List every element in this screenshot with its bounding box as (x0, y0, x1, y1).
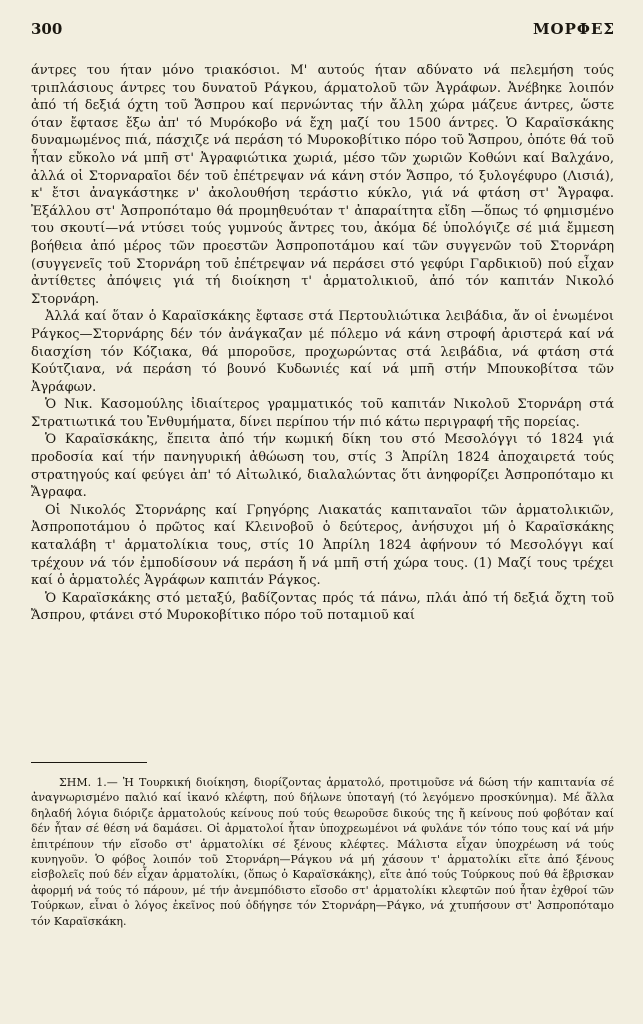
footnote-divider (31, 762, 147, 763)
paragraph: Οἱ Νικολός Στορνάρης καί Γρηγόρης Λιακατάς καπιταναῖοι τῶν ἁρματολικιῶν, Ἀσπροποτάμου ὁ πρῶτος καί Κλεινοβοῦ ὁ δεύτερος, ἀνήσυχοι μή ὁ Καραϊσκάκης καταλάβη τ' ἁρματολίκια τους, στίς 10 Ἀπρίλη 1824 ἀφήνουν τό Μεσολόγγι καί τρέχουν νά τόν ἐμποδίσουν νά περάση ἤ νά μπῆ στή χώρα τους. (1) Μαζί τους τρέχει καί ὁ ἁρματολές Ἀγράφων καπιτάν Ράγκος. (31, 502, 614, 589)
footnote: ΣΗΜ. 1.— Ἡ Τουρκική διοίκηση, διορίζοντας ἁρματολό, προτιμοῦσε νά δώση τήν καπιτανία σέ ἀναγνωρισμένο παλιό καί ἱκανό κλέφτη, πού δήλωνε ὑποταγή (τό λεγόμενο προσκύνημα). Μέ ἄλλα δηλαδή λόγια διόριζε ἁρματολούς κείνους πού τούς θεωροῦσε δικούς της ἤ κείνους πού φοβόταν καί δέν ἦταν σέ θέση νά δαμάσει. Οἱ ἁρματολοί ἦταν ὑποχρεωμένοι νά φυλάνε τόν τόπο τους καί νά μήν ἐπιτρέπουν τήν εἴσοδο στ' ἁρματολίκι σέ ξένους κλέφτες. Μάλιστα εἶχαν ὑποχρέωση νά τούς κυνηγοῦν. Ὁ φόβος λοιπόν τοῦ Στορνάρη—Ράγκου νά μή χάσουν τ' ἁρματολίκι εἴτε ἀπό ξένους εἰσβολεῖς πού δέν εἶχαν ἁρματολίκι, (ὅπως ὁ Καραϊσκάκης), εἴτε ἀπό τούς Τούρκους πού θά ἔβρισκαν ἀφορμή νά τούς τό πάρουν, μέ τήν ἀνεμπόδιστο εἴσοδο στ' ἁρματολίκι κλεφτῶν πού ἦταν ἐχθροί τῶν Τούρκων, εἶναι ὁ λόγος ἐκεῖνος πού ὁδήγησε τόν Στορνάρη—Ράγκο, νά χτυπήσουν στ' Ἀσπροπόταμο τόν Καραϊσκάκη. (31, 776, 614, 928)
paragraph: άντρες του ήταν μόνο τριακόσιοι. Μ' αυτούς ήταν αδύνατο νά πελεμήση τούς τριπλάσιους άντρες του δυνατοῦ Ράγκου, άρματολοῦ τῶν Ἀγράφων. Ἀνέβηκε λοιπόν ἀπό τή δεξιά όχτη τοῦ Ἄσπρου καί περνώντας τήν ἄλλη χώρα μάζευε άντρες, ὥστε όταν ἔφτασε ἔξω ἀπ' τό Μυρόκοβο νά ἔχη μαζί του 1500 άντρες. Ὁ Καραϊσκάκης δυναμωμένος πιά, πάσχιζε νά περάση τό Μυροκοβίτικο πόρο τοῦ Ἄσπρου, ὁπότε θά τοῦ ἦταν εὔκολο νά μπῆ στ' Ἀγραφιώτικα χωριά, μέσο τῶν χωριῶν Κοθώνι καί Βαλχάνο, ἀλλά οἱ Στορναραῖοι δέν τοῦ ἐπέτρεψαν νά κάνη στόν Ἄσπρο, τό ξυλογέφυρο (Λισιά), κ' ἔτσι ἀναγκάστηκε ν' ἀκολουθήση τεράστιο κύκλο, γιά νά φτάση στ' Ἄγραφα. Ἐξάλλου στ' Ἀσπροπόταμο θά προμηθευόταν τ' ἀπαραίτητα εἴδη —ὅπως τό φημισμένο του σκουτί—νά ντύσει τούς γυμνούς ἄντρες του, ἀκόμα δέ ὑπολόγιζε σέ μιά ἔμμεση βοήθεια ἀπό μέρος τῶν προεστῶν Ἀσπροποτάμου καί τῶν συγγενῶν τοῦ Στορνάρη (συγγενεῖς τοῦ Στορνάρη τοῦ ἐπέτρεψαν νά περάσει στό γεφύρι Γαρδικιοῦ) πού εἶχαν ἀντίθετες ἀπόψεις γιά τή διοίκηση τ' ἁρματολικιοῦ, ἀπό τόν καπιτάν Νικολό Στορνάρη. (31, 63, 614, 307)
paragraph: Ἀλλά καί ὅταν ὁ Καραϊσκάκης ἔφτασε στά Περτουλιώτικα λειβάδια, ἄν οἱ ἑνωμένοι Ράγκος—Στορνάρης δέν τόν ἀνάγκαζαν μέ πόλεμο νά κάνη στροφή ἀριστερά καί νά διασχίση τόν Κόζιακα, θά μποροῦσε, προχωρώντας στά λειβάδια, νά φτάση στά Κούτζιανα, νά περάση τό βουνό Κυδωνιές καί νά μπῆ στήν Μπουκοβίτσα τῶν Ἀγράφων. (31, 309, 614, 395)
running-title: ΜΟΡΦΕΣ (532, 20, 615, 38)
paragraph: Ὁ Καραϊσκάκης στό μεταξύ, βαδίζοντας πρός τά πάνω, πλάι ἀπό τή δεξιά ὄχτη τοῦ Ἄσπρου, φτάνει στό Μυροκοβίτικο πόρο τοῦ ποταμιοῦ καί (31, 590, 614, 624)
paragraph: Ὁ Νικ. Κασομούλης ἰδιαίτερος γραμματικός τοῦ καπιτάν Νικολοῦ Στορνάρη στά Στρατιωτικά του Ἐνθυμήματα, δίνει περίπου τήν πιό κάτω περιγραφή τῆς πορείας. (31, 397, 614, 430)
page-number: 300 (31, 20, 63, 38)
body-text (31, 62, 614, 625)
page-header (31, 20, 615, 42)
paragraph: Ὁ Καραϊσκάκης, ἔπειτα ἀπό τήν κωμική δίκη του στό Μεσολόγγι τό 1824 γιά προδοσία καί τήν πανηγυρική ἀθώωση του, στίς 3 Ἀπρίλη 1824 ἀποχαιρετά τούς στρατηγούς καί φεύγει ἀπ' τό Αἰτωλικό, διαλαλώντας ὅτι ἀνηφορίζει Ἀσπροπόταμο κι Ἄγραφα. (31, 432, 614, 501)
